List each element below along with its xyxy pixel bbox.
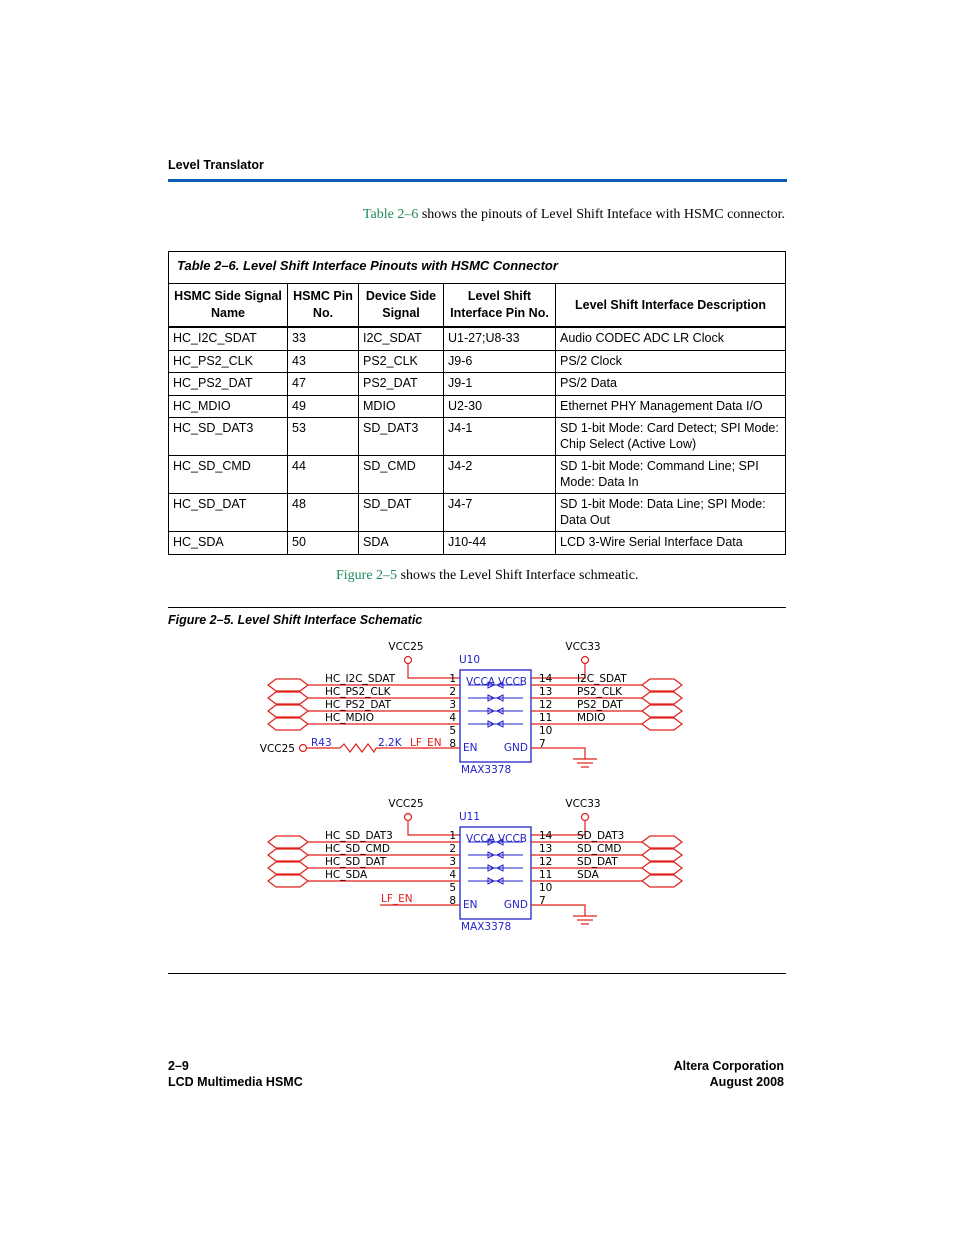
column-header-device-signal: Device Side Signal [359, 284, 444, 328]
figure-top-rule [168, 607, 786, 608]
pin-number-right: 7 [539, 895, 546, 907]
table-reference-link[interactable]: Table 2–6 [362, 207, 419, 222]
document-title: LCD Multimedia HSMC [168, 1074, 303, 1089]
bidirectional-port-left [268, 849, 308, 861]
bidirectional-port-left [268, 862, 308, 874]
pin-number-left: 1 [449, 673, 456, 685]
column-header-hsmc-signal: HSMC Side Signal Name [169, 284, 288, 328]
table-row [169, 456, 786, 494]
pin-label-gnd: GND [503, 899, 528, 911]
cell-hsmc-pin: 49 [288, 395, 359, 418]
bidirectional-port-left [268, 836, 308, 848]
vcc-right-symbol [582, 814, 589, 821]
pin-number-right: 12 [539, 699, 553, 711]
cell-description: Ethernet PHY Management Data I/O [556, 395, 786, 418]
cell-description: SD 1-bit Mode: Card Detect; SPI Mode: Chip Select (Active Low) [556, 418, 786, 456]
right-signal-label: PS2_CLK [577, 686, 622, 698]
pin-number-left: 3 [449, 699, 456, 711]
bidirectional-port-left [268, 679, 308, 691]
section-title: Level Translator [168, 158, 264, 172]
company-name: Altera Corporation [673, 1059, 784, 1073]
publication-date: August 2008 [709, 1074, 784, 1089]
cell-device-signal: SD_DAT3 [359, 418, 444, 456]
pin-number-right: 13 [539, 843, 553, 855]
cell-device-signal: I2C_SDAT [359, 327, 444, 350]
pin-number-left: 8 [449, 738, 456, 750]
left-signal-label: HC_SD_CMD [325, 843, 390, 855]
pin-label-vccb: VCCB [497, 833, 527, 845]
level-shift-schematic [250, 636, 700, 941]
pin-number-left: 5 [449, 725, 456, 737]
left-signal-label: HC_SDA [325, 869, 368, 881]
cell-level-shift-pin: J9-1 [444, 373, 556, 396]
cell-device-signal: PS2_CLK [359, 350, 444, 373]
cell-device-signal: MDIO [359, 395, 444, 418]
pin-number-left: 1 [449, 830, 456, 842]
pin-label-vcca: VCCA [466, 833, 496, 845]
table-row [169, 350, 786, 373]
footer-right [674, 1059, 784, 1090]
cell-hsmc-signal: HC_PS2_DAT [169, 373, 288, 396]
chip-part-number: MAX3378 [461, 921, 512, 933]
table-row [169, 373, 786, 396]
resistor-value: 2.2K [378, 737, 402, 749]
chip-reference-label: U10 [459, 654, 481, 666]
cell-hsmc-signal: HC_I2C_SDAT [169, 327, 288, 350]
left-signal-label: HC_PS2_DAT [325, 699, 392, 711]
cell-level-shift-pin: U1-27;U8-33 [444, 327, 556, 350]
vcc-left-label: VCC25 [388, 798, 424, 810]
pin-label-en: EN [463, 742, 478, 754]
right-signal-label: MDIO [577, 712, 606, 724]
pin-number-right: 10 [539, 882, 553, 894]
left-signal-label: HC_PS2_CLK [325, 686, 391, 698]
table-body [169, 327, 786, 554]
figure-intro-text: shows the Level Shift Interface schmeatic. [397, 568, 639, 583]
pin-number-right: 11 [539, 869, 553, 881]
pin-number-left: 2 [449, 843, 456, 855]
chip-part-number: MAX3378 [461, 764, 512, 776]
column-header-level-shift-pin: Level Shift Interface Pin No. [444, 284, 556, 328]
enable-net-label: LF_EN [410, 737, 442, 749]
pin-label-gnd: GND [503, 742, 528, 754]
pin-number-left: 3 [449, 856, 456, 868]
cell-device-signal: PS2_DAT [359, 373, 444, 396]
table-row [169, 418, 786, 456]
pin-number-left: 5 [449, 882, 456, 894]
figure-bottom-rule [168, 973, 786, 974]
resistor-symbol [340, 744, 376, 752]
table-header-row [169, 284, 786, 328]
bidirectional-port-left [268, 705, 308, 717]
vcc-left-symbol [405, 657, 412, 664]
table-row [169, 494, 786, 532]
right-signal-label: SDA [577, 869, 599, 881]
resistor-reference: R43 [311, 737, 332, 749]
bidirectional-port-right [642, 862, 682, 874]
pin-number-right: 14 [539, 830, 553, 842]
cell-hsmc-pin: 53 [288, 418, 359, 456]
left-signal-label: HC_SD_DAT3 [325, 830, 393, 842]
header-divider [168, 179, 787, 182]
cell-hsmc-pin: 43 [288, 350, 359, 373]
right-signal-label: SD_DAT [577, 856, 618, 868]
pin-number-left: 8 [449, 895, 456, 907]
pin-label-vcca: VCCA [466, 676, 496, 688]
bidirectional-port-right [642, 705, 682, 717]
cell-hsmc-signal: HC_PS2_CLK [169, 350, 288, 373]
cell-description: PS/2 Clock [556, 350, 786, 373]
cell-description: PS/2 Data [556, 373, 786, 396]
cell-description: LCD 3-Wire Serial Interface Data [556, 532, 786, 555]
table-intro-text: shows the pinouts of Level Shift Inteface with HSMC connector. [418, 207, 785, 222]
cell-device-signal: SDA [359, 532, 444, 555]
table-row [169, 532, 786, 555]
cell-hsmc-pin: 50 [288, 532, 359, 555]
bidirectional-port-right [642, 836, 682, 848]
pin-number-right: 14 [539, 673, 553, 685]
cell-hsmc-signal: HC_SD_CMD [169, 456, 288, 494]
cell-hsmc-pin: 44 [288, 456, 359, 494]
cell-level-shift-pin: J10-44 [444, 532, 556, 555]
bidirectional-port-right [642, 692, 682, 704]
vcc-right-label: VCC33 [565, 641, 601, 653]
cell-level-shift-pin: J4-7 [444, 494, 556, 532]
cell-level-shift-pin: J9-6 [444, 350, 556, 373]
bidirectional-port-right [642, 679, 682, 691]
vcc-right-label: VCC33 [565, 798, 601, 810]
figure-intro-paragraph [336, 568, 638, 584]
pin-number-left: 4 [449, 869, 456, 881]
pin-number-right: 12 [539, 856, 553, 868]
en-vcc-symbol [300, 745, 307, 752]
table-row [169, 395, 786, 418]
vcc-left-label: VCC25 [388, 641, 424, 653]
cell-level-shift-pin: J4-1 [444, 418, 556, 456]
cell-description: SD 1-bit Mode: Data Line; SPI Mode: Data Out [556, 494, 786, 532]
bidirectional-port-right [642, 849, 682, 861]
cell-hsmc-pin: 48 [288, 494, 359, 532]
pin-label-vccb: VCCB [497, 676, 527, 688]
left-signal-label: HC_MDIO [325, 712, 374, 724]
left-signal-label: HC_I2C_SDAT [325, 673, 396, 685]
column-header-description: Level Shift Interface Description [556, 284, 786, 328]
cell-hsmc-signal: HC_SDA [169, 532, 288, 555]
footer-left [168, 1059, 303, 1090]
table-intro-paragraph [363, 207, 785, 223]
cell-level-shift-pin: J4-2 [444, 456, 556, 494]
pinout-table [168, 251, 786, 555]
bidirectional-port-right [642, 718, 682, 730]
pin-number-right: 11 [539, 712, 553, 724]
vcc-left-symbol [405, 814, 412, 821]
table-caption: Table 2–6. Level Shift Interface Pinouts with HSMC Connector [169, 252, 786, 284]
chip-reference-label: U11 [459, 811, 481, 823]
pin-number-left: 4 [449, 712, 456, 724]
table-row [169, 327, 786, 350]
pin-label-en: EN [463, 899, 478, 911]
right-signal-label: SD_DAT3 [577, 830, 625, 842]
left-signal-label: HC_SD_DAT [325, 856, 387, 868]
pin-number-right: 10 [539, 725, 553, 737]
right-signal-label: I2C_SDAT [577, 673, 627, 685]
page-number: 2–9 [168, 1059, 189, 1073]
cell-hsmc-signal: HC_SD_DAT [169, 494, 288, 532]
vcc-right-symbol [582, 657, 589, 664]
right-signal-label: PS2_DAT [577, 699, 623, 711]
figure-caption: Figure 2–5. Level Shift Interface Schematic [168, 613, 423, 627]
right-signal-label: SD_CMD [577, 843, 622, 855]
cell-device-signal: SD_CMD [359, 456, 444, 494]
pin-number-right: 7 [539, 738, 546, 750]
pin-number-left: 2 [449, 686, 456, 698]
figure-reference-link[interactable]: Figure 2–5 [336, 568, 398, 583]
cell-hsmc-pin: 33 [288, 327, 359, 350]
cell-level-shift-pin: U2-30 [444, 395, 556, 418]
bidirectional-port-left [268, 692, 308, 704]
cell-hsmc-signal: HC_SD_DAT3 [169, 418, 288, 456]
en-vcc-label: VCC25 [259, 743, 295, 755]
cell-description: Audio CODEC ADC LR Clock [556, 327, 786, 350]
bidirectional-port-left [268, 875, 308, 887]
cell-device-signal: SD_DAT [359, 494, 444, 532]
bidirectional-port-right [642, 875, 682, 887]
cell-hsmc-signal: HC_MDIO [169, 395, 288, 418]
cell-description: SD 1-bit Mode: Command Line; SPI Mode: Data In [556, 456, 786, 494]
enable-net-label: LF_EN [381, 893, 413, 905]
cell-hsmc-pin: 47 [288, 373, 359, 396]
column-header-hsmc-pin: HSMC Pin No. [288, 284, 359, 328]
pin-number-right: 13 [539, 686, 553, 698]
bidirectional-port-left [268, 718, 308, 730]
